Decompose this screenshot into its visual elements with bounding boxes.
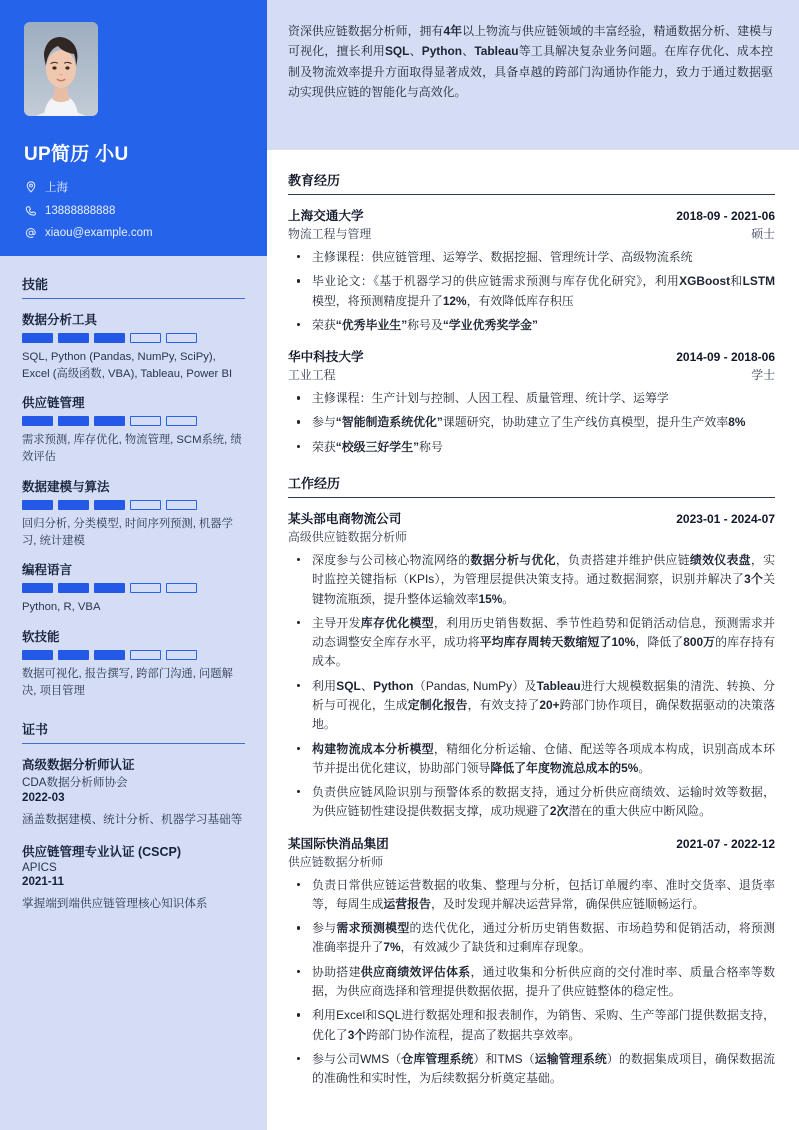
skill-description: 数据可视化, 报告撰写, 跨部门沟通, 问题解决, 项目管理 (22, 668, 233, 697)
sidebar-body (0, 256, 267, 1130)
education-date: 2014-09 - 2018-06 (676, 350, 775, 365)
education-major: 物流工程与管理 (288, 227, 372, 241)
skill-level-pip (130, 333, 161, 343)
skill-level-pip (166, 583, 197, 593)
contact-list (24, 179, 243, 239)
school-name: 上海交通大学 (288, 209, 364, 223)
summary-text: 资深供应链数据分析师，拥有4年以上物流与供应链领域的丰富经验，精通数据分析、建模与可视化，擅长利用SQL、Python、Tableau等工具解决复杂业务问题。在库存优化、成本控制及物流效率提升方面取得显著成效，具备卓越的跨部门沟通协作能力，致力于通过数据驱动实现供应链的智能化与高效化。 (288, 24, 773, 100)
skill-level-pip (58, 583, 89, 593)
work-bullet: 参与需求预测模型的迭代优化，通过分析历史销售数据、市场趋势和促销活动，将预测准确率提升了7%，有效减少了缺货和过剩库存现象。 (288, 919, 775, 958)
skill-level-pip (22, 583, 53, 593)
work-date: 2023-01 - 2024-07 (676, 511, 775, 526)
skill-level-pip (94, 650, 125, 660)
company-name: 某国际快消品集团 (288, 836, 389, 851)
contact-phone (24, 204, 243, 217)
education-list (288, 205, 775, 457)
work-bullet: 主导开发库存优化模型，利用历史销售数据、季节性趋势和促销活动信息，预测需求并动态调整安全库存水平，成功将平均库存周转天数缩短了10%，降低了800万的库存持有成本。 (288, 614, 775, 672)
certificates-list (22, 755, 245, 913)
sidebar (0, 0, 267, 1130)
education-date: 2018-09 - 2021-06 (676, 209, 775, 223)
education-bullet: 参与“智能制造系统优化”课题研究，协助建立了生产线仿真模型，提升生产效率8% (288, 413, 775, 432)
skill-name: 数据分析工具 (22, 313, 98, 327)
skills-heading: 技能 (22, 274, 245, 299)
skill-level-pip (58, 333, 89, 343)
skill-name: 数据建模与算法 (22, 479, 110, 494)
education-entry (288, 205, 775, 335)
skill-level-pip (166, 500, 197, 510)
skill-description: 回归分析, 分类模型, 时间序列预测, 机器学习, 统计建模 (22, 517, 233, 547)
contact-email (24, 226, 243, 239)
work-heading: 工作经历 (288, 473, 775, 498)
certificate-date: 2022-03 (22, 791, 65, 805)
skill-name: 编程语言 (22, 563, 73, 578)
skill-description: Python, R, VBA (22, 601, 101, 614)
person-name: UP简历 小U (24, 144, 129, 165)
education-bullet: 荣获“校级三好学生”称号 (288, 438, 775, 457)
skill-level-bar (22, 416, 245, 426)
main-content (267, 0, 799, 1130)
work-list (288, 508, 775, 1088)
work-bullet: 构建物流成本分析模型，精细化分析运输、仓储、配送等各项成本构成，识别高成本环节并提出优化建议，协助部门领导降低了年度物流总成本的5%。 (288, 740, 775, 779)
education-bullet: 毕业论文：《基于机器学习的供应链需求预测与库存优化研究》，利用XGBoost和LSTM模型，将预测精度提升了12%，有效降低库存积压 (288, 272, 775, 311)
education-major: 工业工程 (288, 368, 336, 383)
work-bullet: 利用SQL、Python（Pandas, NumPy）及Tableau进行大规模数据集的清洗、转换、分析与可视化，生成定制化报告，有效支持了20+跨部门协作项目，确保数据驱动的决策落地。 (288, 677, 775, 735)
location-pin-icon (24, 181, 37, 194)
certificate-org: CDA数据分析师协会 (22, 776, 128, 790)
certificate-title: 供应链管理专业认证 (CSCP) (22, 845, 182, 860)
skill-level-pip (130, 416, 161, 426)
skill-level-pip (166, 333, 197, 343)
skill-level-pip (58, 416, 89, 426)
work-bullet: 协助搭建供应商绩效评估体系，通过收集和分析供应商的交付准时率、质量合格率等数据，为供应商选择和管理提供数据依据，提升了供应链整体的稳定性。 (288, 963, 775, 1002)
skill-level-pip (22, 500, 53, 510)
main-body (267, 150, 799, 1099)
certificate-date: 2021-11 (22, 875, 64, 889)
skill-level-pip (94, 500, 125, 510)
education-heading: 教育经历 (288, 170, 775, 195)
skill-level-pip (130, 650, 161, 660)
skill-level-bar (22, 650, 245, 660)
work-date: 2021-07 - 2022-12 (676, 836, 775, 851)
contact-location-text: 上海 (45, 182, 68, 194)
certificate-description: 涵盖数据建模、统计分析、机器学习基础等 (22, 813, 243, 827)
job-title: 高级供应链数据分析师 (288, 529, 407, 544)
phone-icon (24, 204, 37, 217)
work-bullet: 参与公司WMS（仓库管理系统）和TMS（运输管理系统）的数据集成项目，确保数据流的准确性和实时性，为后续数据分析奠定基础。 (288, 1050, 775, 1089)
skill-block (22, 560, 245, 616)
school-name: 华中科技大学 (288, 350, 364, 365)
skill-level-pip (166, 650, 197, 660)
contact-phone-text: 13888888888 (45, 204, 116, 217)
skill-name: 供应链管理 (22, 396, 85, 411)
summary-section (267, 0, 799, 150)
skill-level-pip (22, 333, 53, 343)
education-bullet: 主修课程：生产计划与控制、人因工程、质量管理、统计学、运筹学 (288, 389, 775, 408)
work-bullets (288, 551, 775, 822)
education-degree: 硕士 (751, 227, 775, 241)
company-name: 某头部电商物流公司 (288, 511, 402, 526)
education-bullet: 主修课程：供应链管理、运筹学、数据挖掘、管理统计学、高级物流系统 (288, 248, 775, 267)
education-entry (288, 346, 775, 457)
skill-block (22, 477, 245, 549)
certificate-item (22, 842, 245, 913)
contact-email-text: xiaou@example.com (45, 226, 153, 239)
skill-level-pip (94, 583, 125, 593)
certificate-description: 掌握端到端供应链管理核心知识体系 (22, 897, 208, 911)
work-bullet: 利用Excel和SQL进行数据处理和报表制作，为销售、采购、生产等部门提供数据支持，优化了3个跨部门协作流程，提高了数据共享效率。 (288, 1006, 775, 1045)
certificates-heading: 证书 (22, 719, 245, 744)
contact-location (24, 179, 243, 195)
skill-level-pip (94, 333, 125, 343)
education-bullets (288, 389, 775, 457)
work-bullets (288, 876, 775, 1089)
skill-level-pip (94, 416, 125, 426)
education-bullets (288, 248, 775, 335)
certificate-title: 高级数据分析师认证 (22, 758, 135, 773)
skill-level-pip (58, 650, 89, 660)
avatar (24, 22, 98, 116)
skill-block (22, 627, 245, 699)
skill-level-pip (130, 500, 161, 510)
education-bullet: 荣获“优秀毕业生”称号及“学业优秀奖学金” (288, 316, 775, 335)
skill-level-bar (22, 333, 245, 343)
skill-description: SQL, Python (Pandas, NumPy, SciPy), Excel (高级函数, VBA), Tableau, Power BI (22, 351, 233, 380)
certificate-org: APICS (22, 861, 57, 875)
skill-level-pip (22, 416, 53, 426)
sidebar-header (0, 0, 267, 256)
job-title: 供应链数据分析师 (288, 854, 384, 869)
skill-level-pip (166, 416, 197, 426)
work-bullet: 负责供应链风险识别与预警体系的数据支持，通过分析供应商绩效、运输时效等数据，为供应链韧性建设提供数据支撑，成功规避了2次潜在的重大供应中断风险。 (288, 783, 775, 822)
skill-level-bar (22, 583, 245, 593)
skills-list (22, 310, 245, 699)
skill-block (22, 393, 245, 465)
email-at-icon (24, 226, 37, 239)
skill-level-pip (22, 650, 53, 660)
work-bullet: 深度参与公司核心物流网络的数据分析与优化，负责搭建并维护供应链绩效仪表盘，实时监控关键指标（KPIs），为管理层提供决策支持。通过数据洞察，识别并解决了3个关键物流瓶颈，提升整体运输效率15%。 (288, 551, 775, 609)
certificate-item (22, 755, 245, 829)
skill-level-pip (58, 500, 89, 510)
work-bullet: 负责日常供应链运营数据的收集、整理与分析，包括订单履约率、准时交货率、退货率等，每周生成运营报告，及时发现并解决运营异常，确保供应链顺畅运行。 (288, 876, 775, 915)
work-entry (288, 833, 775, 1089)
work-entry (288, 508, 775, 822)
skill-level-bar (22, 500, 245, 510)
skill-block (22, 310, 245, 382)
skill-description: 需求预测, 库存优化, 物流管理, SCM系统, 绩效评估 (22, 434, 242, 464)
skill-level-pip (130, 583, 161, 593)
skill-name: 软技能 (22, 630, 60, 645)
education-degree: 学士 (751, 368, 775, 383)
